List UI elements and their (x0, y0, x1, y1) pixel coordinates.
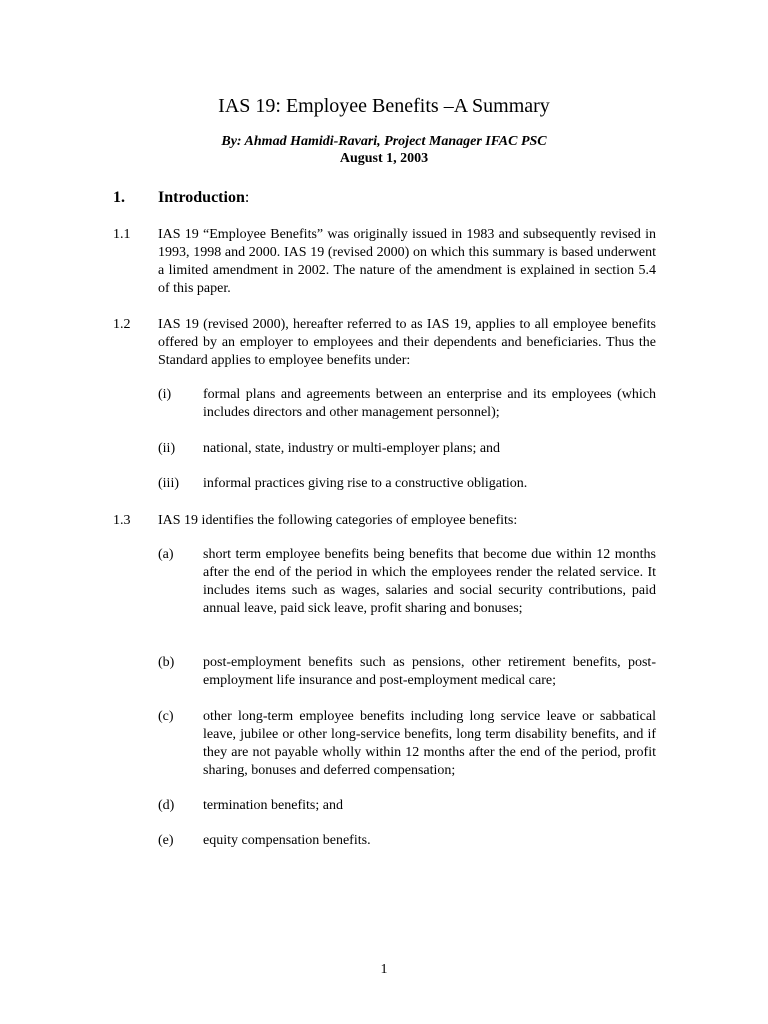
list-item-text: termination benefits; and (203, 798, 343, 813)
section-number: 1. (113, 189, 125, 206)
section-title: Introduction (158, 189, 245, 206)
document-date: August 1, 2003 (339, 151, 429, 166)
list-item-text: informal practices giving rise to a constructive obligation. (203, 476, 528, 491)
paragraph-text: IAS 19 “Employee Benefits” was originally issued in 1983 and subsequently revised in 1993, 1998 and 2000. IAS 19 (revised 2000) on which this summary is based underwent a limited amendment in 2002. The nature of the amendment is explained in section 5.4 of this paper. (158, 227, 656, 296)
list-item-label: (ii) (158, 441, 176, 456)
list-item-text: equity compensation benefits. (203, 833, 371, 848)
list-item-label: (c) (158, 709, 174, 724)
page-number: 1 (380, 962, 388, 977)
paragraph-text: IAS 19 identifies the following categories of employee benefits: (158, 513, 518, 528)
section-title-suffix: : (244, 189, 250, 206)
list-item-text: post-employment benefits such as pensions, other retirement benefits, post-employment life insurance and post-employment medical care; (203, 655, 656, 688)
list-item-label: (d) (158, 798, 175, 813)
list-item-label: (e) (158, 833, 174, 848)
list-item-text: national, state, industry or multi-employer plans; and (203, 441, 501, 456)
list-item-label: (a) (158, 547, 174, 562)
list-item-label: (i) (158, 387, 172, 402)
section-heading (158, 188, 249, 208)
list-item-label: (iii) (158, 476, 179, 491)
paragraph-number: 1.2 (113, 317, 131, 332)
list-item-text: other long-term employee benefits including long service leave or sabbatical leave, jubilee or other long-service benefits, long term disability benefits, and if they are not payable wholly within 12 months after the end of the period, profit sharing, bonuses and deferred compensation; (203, 709, 656, 778)
list-item-text: formal plans and agreements between an enterprise and its employees (which includes directors and other management personnel); (203, 387, 656, 420)
list-item-label: (b) (158, 655, 175, 670)
list-item-text: short term employee benefits being benefits that become due within 12 months after the end of the period in which the employees render the related service. It includes items such as wages, salaries and social security contributions, paid annual leave, paid sick leave, profit sharing and bonuses; (203, 547, 656, 616)
document-title: IAS 19: Employee Benefits –A Summary (218, 95, 550, 117)
author-byline: By: Ahmad Hamidi-Ravari, Project Manager IFAC PSC (221, 134, 547, 149)
paragraph-number: 1.1 (113, 227, 131, 242)
paragraph-text: IAS 19 (revised 2000), hereafter referred to as IAS 19, applies to all employee benefits offered by an employer to employees and their dependents and beneficiaries. Thus the Standard applies to employee benefits under: (158, 317, 656, 368)
paragraph-number: 1.3 (113, 513, 131, 528)
